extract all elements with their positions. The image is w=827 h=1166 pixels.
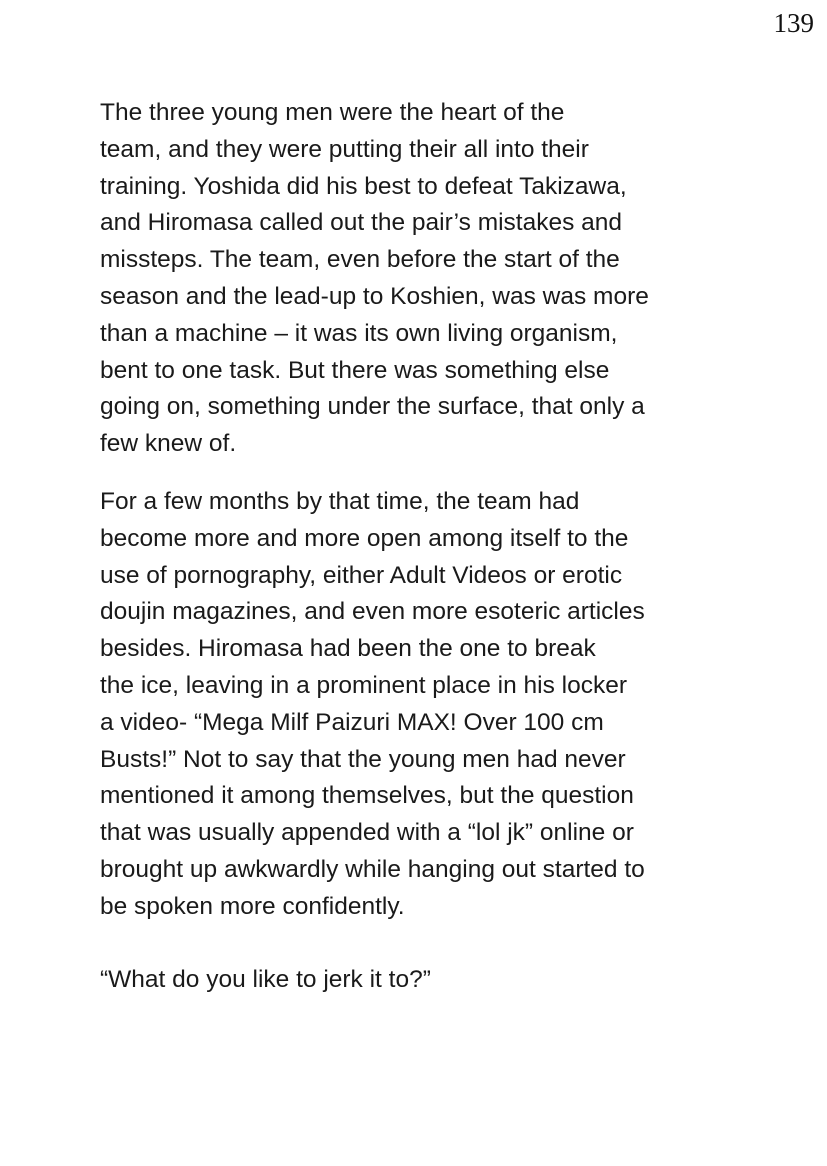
page-number: 139 (773, 8, 814, 38)
text-line: going on, something under the surface, that only a (100, 393, 645, 421)
paragraph (100, 484, 740, 926)
text-line: few knew of. (100, 430, 237, 458)
text-line: use of pornography, either Adult Videos or erotic (100, 561, 623, 589)
text-line: team, and they were putting their all into their (100, 135, 589, 163)
text-line: brought up awkwardly while hanging out started to (100, 855, 645, 883)
text-line: The three young men were the heart of the (100, 99, 565, 126)
text-line: Busts!” Not to say that the young men had never (100, 745, 626, 773)
text-line: the ice, leaving in a prominent place in his locker (100, 671, 628, 699)
text-line: mentioned it among themselves, but the question (100, 782, 634, 810)
text-line: season and the lead-up to Koshien, was was more (100, 282, 649, 310)
text-line: doujin magazines, and even more esoteric articles (100, 598, 645, 626)
paragraph (100, 95, 740, 463)
text-line: training. Yoshida did his best to defeat Takizawa, (100, 172, 627, 200)
text-line: missteps. The team, even before the start of the (100, 246, 620, 274)
text-line: For a few months by that time, the team had (100, 487, 580, 515)
text-line: than a machine – it was its own living organism, (100, 319, 618, 347)
text-line: a video- “Mega Milf Paizuri MAX! Over 100 cm (100, 708, 604, 736)
text-line: and Hiromasa called out the pair’s mistakes and (100, 209, 623, 237)
text-line: be spoken more confidently. (100, 892, 405, 920)
paragraph (100, 962, 740, 999)
body-text (100, 95, 740, 1019)
text-line: become more and more open among itself to the (100, 524, 629, 552)
text-line: besides. Hiromasa had been the one to break (100, 635, 596, 663)
text-line: that was usually appended with a “lol jk” online or (100, 819, 634, 847)
text-line: “What do you like to jerk it to?” (100, 965, 431, 993)
text-line: bent to one task. But there was something else (100, 356, 610, 384)
